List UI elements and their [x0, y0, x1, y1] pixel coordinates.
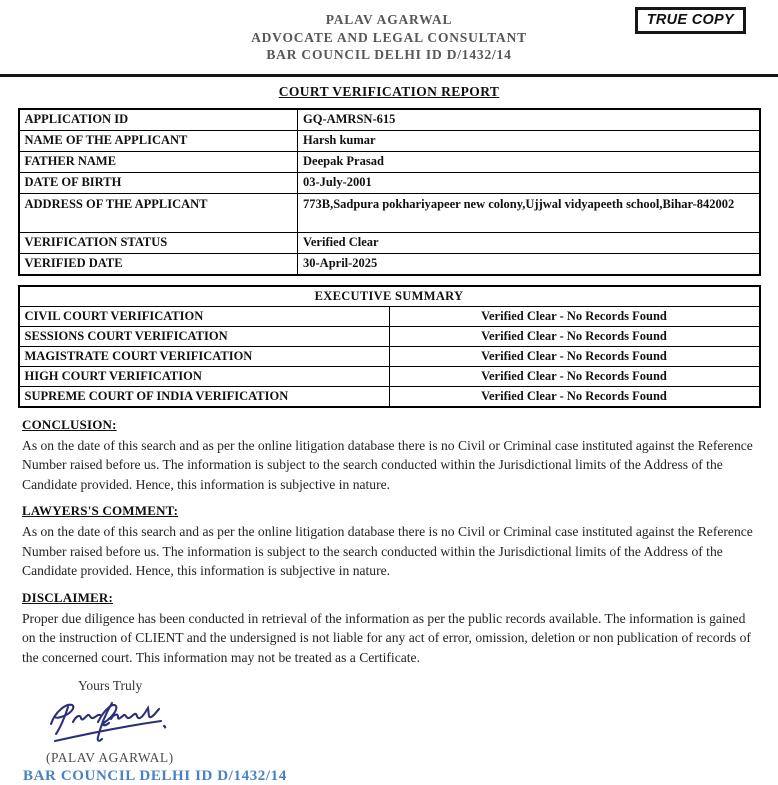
row-label: CIVIL COURT VERIFICATION: [19, 306, 390, 326]
row-label: FATHER NAME: [19, 151, 298, 172]
row-label: SUPREME COURT OF INDIA VERIFICATION: [19, 386, 390, 407]
lawyers-comment-heading: LAWYERS'S COMMENT:: [22, 503, 179, 518]
closing-text: Yours Truly: [78, 678, 143, 693]
row-value: 30-April-2025: [298, 253, 760, 275]
table-row: [19, 253, 760, 275]
row-label: VERIFIED DATE: [19, 253, 298, 275]
row-label: MAGISTRATE COURT VERIFICATION: [19, 346, 390, 366]
advocate-bar-id: BAR COUNCIL DELHI ID D/1432/14: [266, 47, 512, 62]
row-value: Verified Clear - No Records Found: [389, 326, 760, 346]
table-header-row: [19, 286, 760, 307]
table-row: [19, 326, 760, 346]
row-label: ADDRESS OF THE APPLICANT: [19, 193, 298, 232]
bar-council-id-line: BAR COUNCIL DELHI ID D/1432/14: [23, 768, 287, 784]
lawyers-comment-body: As on the date of this search and as per the online litigation database there is no Civil or Criminal case instituted against the Reference Number raised before us. The information is subject to the search conducted within the Jurisdictional limits of the Address of the Candidate provided. Hence, this information is subjective in nature.: [22, 524, 753, 578]
true-copy-stamp: TRUE COPY: [635, 7, 746, 34]
row-value: 03-July-2001: [298, 172, 760, 193]
row-label: APPLICATION ID: [19, 109, 298, 131]
row-label: VERIFICATION STATUS: [19, 232, 298, 253]
advocate-name: PALAV AGARWAL: [325, 12, 453, 27]
row-label: DATE OF BIRTH: [19, 172, 298, 193]
conclusion-section: [22, 417, 758, 495]
disclaimer-section: [22, 590, 758, 668]
table-row: [19, 232, 760, 253]
lawyers-comment-section: [22, 503, 758, 581]
conclusion-heading: CONCLUSION:: [22, 416, 117, 432]
row-value: GQ-AMRSN-615: [298, 109, 760, 131]
row-value: Verified Clear - No Records Found: [389, 306, 760, 326]
advocate-designation: ADVOCATE AND LEGAL CONSULTANT: [251, 29, 527, 45]
table-row: [19, 109, 760, 131]
executive-summary-table: [18, 285, 761, 408]
table-row: [19, 130, 760, 151]
row-label: HIGH COURT VERIFICATION: [19, 366, 390, 386]
table-row: [19, 366, 760, 386]
table-row: [19, 346, 760, 366]
row-value: Verified Clear - No Records Found: [389, 366, 760, 386]
handwritten-signature-icon: [46, 697, 186, 749]
signatory-name: (PALAV AGARWAL): [46, 750, 174, 765]
row-value: Verified Clear - No Records Found: [389, 346, 760, 366]
conclusion-body: As on the date of this search and as per the online litigation database there is no Civil or Criminal case instituted against the Reference Number raised before us. The information is subject to the search conducted within the Jurisdictional limits of the Address of the Candidate provided. Hence, this information is subjective in nature.: [22, 437, 753, 492]
table-row: [19, 306, 760, 326]
row-value: Harsh kumar: [298, 130, 760, 151]
row-label: NAME OF THE APPLICANT: [19, 130, 298, 151]
disclaimer-heading: DISCLAIMER:: [22, 589, 114, 605]
summary-table-title: EXECUTIVE SUMMARY: [19, 286, 760, 307]
signature-image: [46, 697, 778, 749]
table-row: [19, 193, 760, 232]
row-label: SESSIONS COURT VERIFICATION: [19, 326, 390, 346]
table-row: [19, 386, 760, 407]
table-row: [19, 151, 760, 172]
row-value: 773B,Sadpura pokhariyapeer new colony,Ujjwal vidyapeeth school,Bihar-842002: [298, 193, 760, 232]
table-row: [19, 172, 760, 193]
applicant-details-table: [18, 108, 761, 276]
disclaimer-body: Proper due diligence has been conducted in retrieval of the information as per the public records available. The information is gained on the instruction of CLIENT and the undersigned is not liable for any act of error, omission, deletion or non publication of records of the concerned court. This information may not be treated as a Certificate.: [22, 610, 751, 665]
page-title: COURT VERIFICATION REPORT: [278, 83, 500, 99]
row-value: Verified Clear: [298, 232, 760, 253]
row-value: Verified Clear - No Records Found: [389, 386, 760, 407]
row-value: Deepak Prasad: [298, 151, 760, 172]
header-divider: [0, 74, 778, 77]
